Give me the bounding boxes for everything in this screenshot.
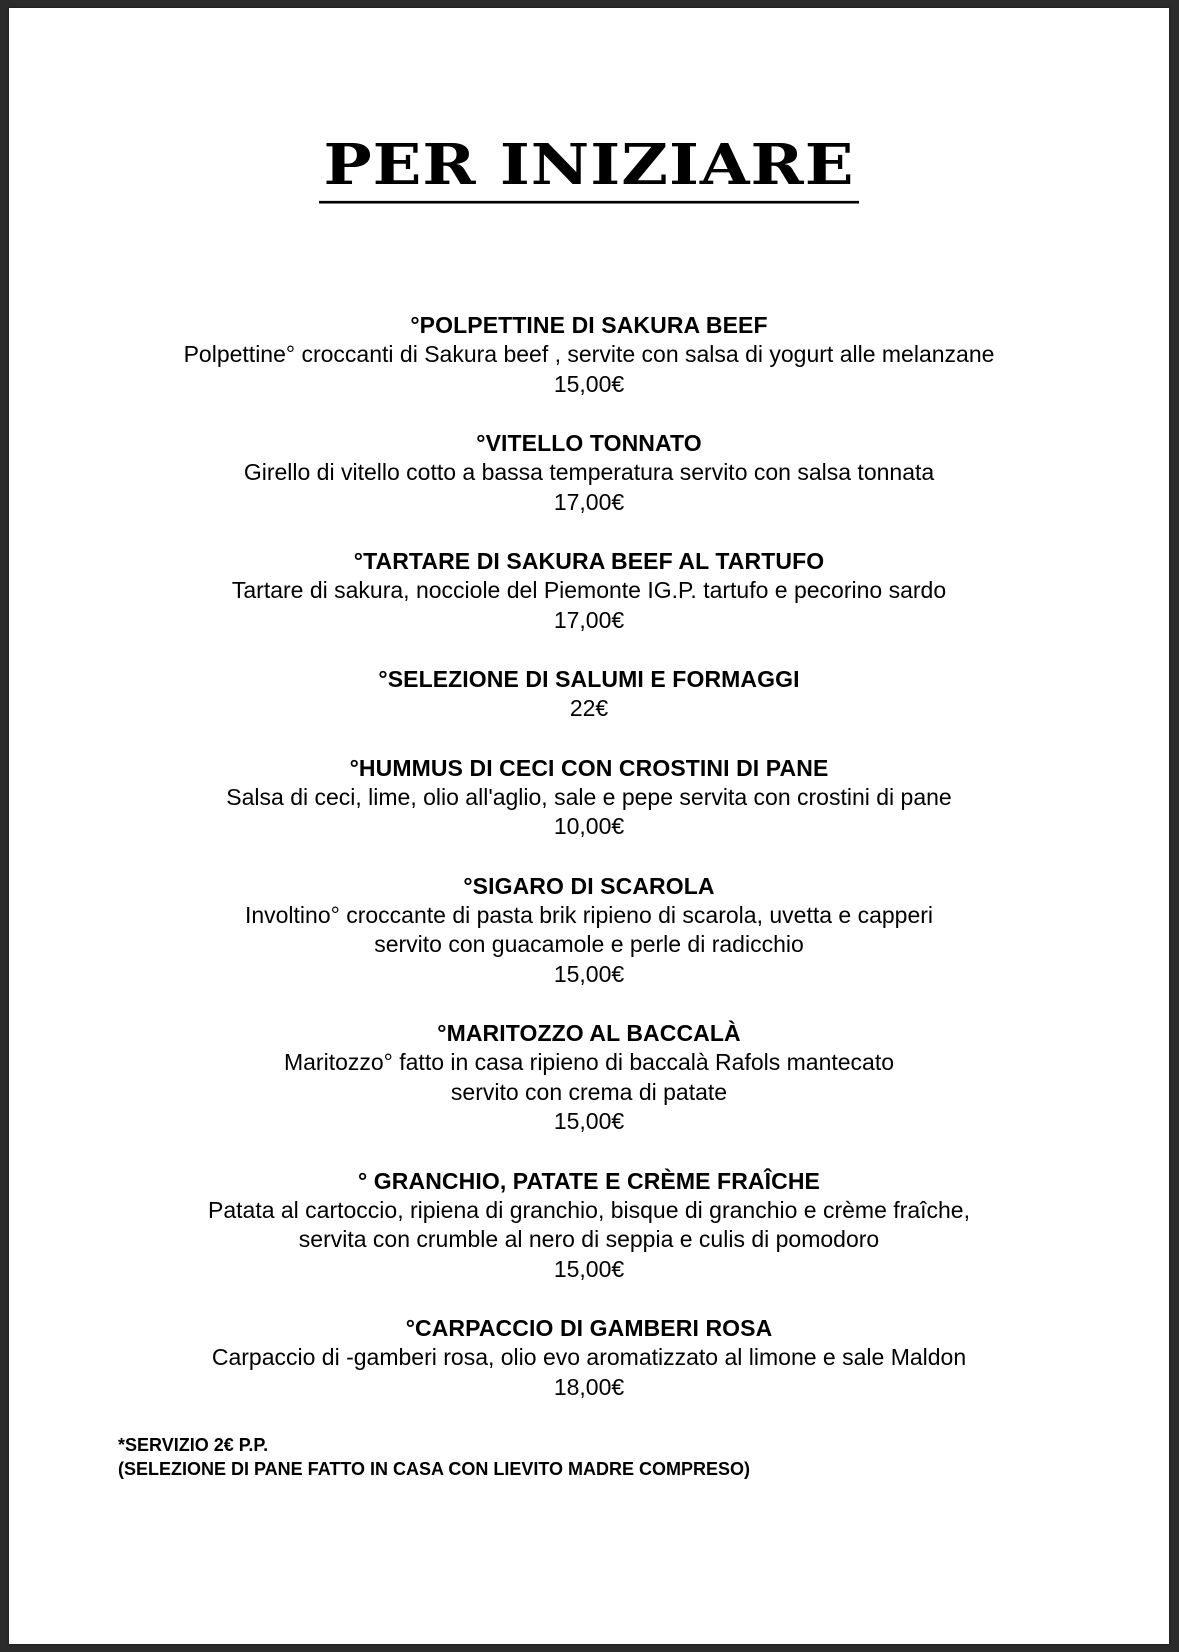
- menu-item: [9, 1313, 1169, 1402]
- menu-item-description: Involtino° croccante di pasta brik ripieno di scarola, uvetta e capperi: [244, 901, 934, 928]
- menu-item-price: 22€: [569, 695, 609, 721]
- menu-item-price: 17,00€: [553, 488, 625, 515]
- title-wrap: [9, 134, 1169, 213]
- menu-item-description: Salsa di ceci, lime, olio all'aglio, sale e pepe servita con crostini di pane: [226, 783, 952, 810]
- footnote: [118, 1433, 750, 1481]
- menu-item: [9, 546, 1169, 635]
- menu-item-description: Carpaccio di -gamberi rosa, olio evo aromatizzato al limone e sale Maldon: [211, 1344, 967, 1370]
- menu-item-price: 18,00€: [553, 1373, 625, 1400]
- menu-item-description: Patata al cartoccio, ripiena di granchio, bisque di granchio e crème fraîche,: [208, 1196, 970, 1223]
- menu-item: [9, 871, 1169, 990]
- menu-item-price: 17,00€: [553, 606, 625, 633]
- menu-item: [9, 310, 1169, 399]
- menu-item-description: Polpettine° croccanti di Sakura beef , servite con salsa di yogurt alle melanzane: [183, 341, 995, 367]
- menu-item-name: °VITELLO TONNATO: [476, 430, 702, 456]
- menu-item-description: Girello di vitello cotto a bassa temperatura servito con salsa tonnata: [243, 459, 935, 485]
- menu-item-description: servito con guacamole e perle di radicchio: [374, 931, 804, 957]
- menu-item: [9, 428, 1169, 517]
- menu-item-name: °POLPETTINE DI SAKURA BEEF: [410, 312, 768, 338]
- menu-item-price: 15,00€: [553, 1255, 625, 1282]
- menu-item-price: 15,00€: [553, 1108, 625, 1134]
- menu-item: [9, 1166, 1169, 1285]
- menu-item: [9, 1018, 1169, 1137]
- menu-item-description: Tartare di sakura, nocciole del Piemonte IG.P. tartufo e pecorino sardo: [231, 577, 947, 603]
- menu-item: [9, 753, 1169, 842]
- footnote-bread: (SELEZIONE DI PANE FATTO IN CASA CON LIEVITO MADRE COMPRESO): [118, 1459, 751, 1479]
- menu-item-name: °SELEZIONE DI SALUMI E FORMAGGI: [378, 666, 800, 692]
- menu-item-name: °HUMMUS DI CECI CON CROSTINI DI PANE: [349, 754, 829, 781]
- menu-item-name: °TARTARE DI SAKURA BEEF AL TARTUFO: [353, 548, 825, 574]
- menu-page: [9, 8, 1169, 1644]
- footnote-service: *SERVIZIO 2€ P.P.: [118, 1435, 269, 1455]
- menu-item-description: servita con crumble al nero di seppia e culis di pomodoro: [298, 1226, 880, 1252]
- menu-list: [9, 310, 1169, 1402]
- menu-item-description: servito con crema di patate: [450, 1078, 728, 1105]
- page-title: PER INIZIARE: [319, 134, 858, 204]
- menu-item-name: °CARPACCIO DI GAMBERI ROSA: [405, 1315, 773, 1341]
- menu-item-name: °SIGARO DI SCAROLA: [463, 872, 715, 899]
- menu-item-name: ° GRANCHIO, PATATE E CRÈME FRAÎCHE: [358, 1167, 820, 1194]
- menu-item-name: °MARITOZZO AL BACCALÀ: [437, 1020, 741, 1046]
- menu-item-description: Maritozzo° fatto in casa ripieno di baccalà Rafols mantecato: [283, 1049, 895, 1075]
- menu-item-price: 15,00€: [553, 370, 625, 397]
- menu-item-price: 15,00€: [553, 960, 625, 987]
- menu-item-price: 10,00€: [553, 813, 625, 839]
- menu-item: [9, 664, 1169, 724]
